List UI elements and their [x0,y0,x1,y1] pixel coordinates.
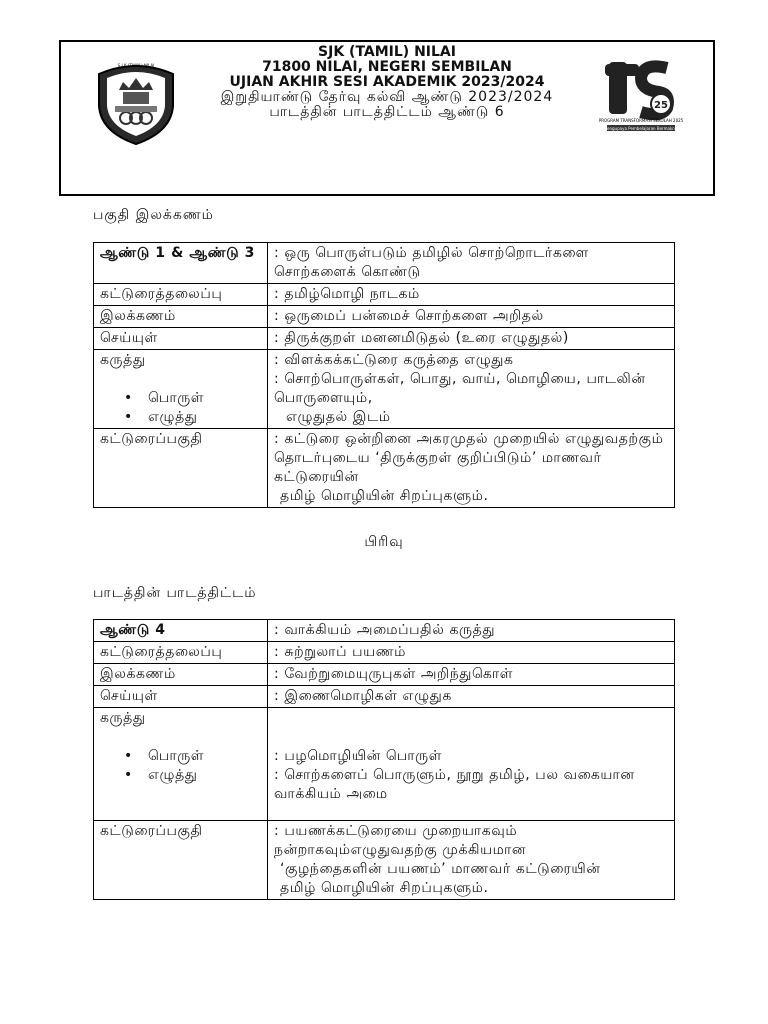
table-row [94,821,675,900]
school-crest-logo [93,56,179,146]
row-label-text: கருத்து [100,710,146,726]
value-line: : பயணக்கட்டுரையை முறையாகவும் நன்றாகவும்எழுதுவதற்கு முக்கியமான [274,823,527,858]
school-address: 71800 NILAI, NEGERI SEMBILAN [262,59,512,75]
row-value: : சுற்றுலாப் பயணம் [268,642,675,664]
value-line: : விளக்கக்கட்டுரை கருத்தை எழுதுக [274,352,514,368]
row-value [268,429,675,508]
bullet-list [100,389,261,427]
svg-text:S.J.K (TAMIL) NILAI: S.J.K (TAMIL) NILAI [117,63,155,68]
row-value: : இணைமொழிகள் எழுதுக [268,686,675,708]
row-value [268,350,675,429]
value-line: : சொற்பொருள்கள், பொது, வாய், மொழியை, பாடலின் பொருளையும், [274,371,646,406]
header-box [59,40,715,196]
bullet-item: • பொருள் [124,747,261,766]
row-label: கட்டுரைத்தலைப்பு [94,642,268,664]
school-heading [181,45,593,120]
row-label: இலக்கணம் [94,306,268,328]
table-row [94,284,675,306]
row-label: கட்டுரைத்தலைப்பு [94,284,268,306]
section1-table [93,242,675,508]
bullet-list [100,747,261,785]
value-line: : கட்டுரை ஒன்றினை அகரமுதல் முறையில் எழுதுவதற்கும் தொடர்புடைய ‘திருக்குறள் குறிப்பிடும்’ மாணவர் கட்டுரையின் [274,431,664,485]
divider-title: பிரிவு [364,534,404,550]
row-value: : தமிழ்மொழி நாடகம் [268,284,675,306]
row-value: : திருக்குறள் மனனமிடுதல் (உரை எழுதுதல்) [268,328,675,350]
ts25-logo [598,58,684,132]
row-value: : வாக்கியம் அமைப்பதில் கருத்து [268,620,675,642]
table-row [94,686,675,708]
row-value [268,708,675,821]
row-label: செய்யுள் [94,686,268,708]
section2-table [93,619,675,900]
value-line: : சொற்களைப் பொருளும், நூறு தமிழ், பல வகையான வாக்கியம் அமை [274,767,635,802]
svg-text:Pengupaya Pembelajaran Bermakn: Pengupaya Pembelajaran Bermakna [604,126,678,131]
row-label: கட்டுரைப்பகுதி [94,429,268,508]
row-label [94,350,268,429]
table-row [94,350,675,429]
bullet-item: • பொருள் [124,389,261,408]
table-row [94,328,675,350]
section1-title: பகுதி இலக்கணம் [93,207,214,223]
row-label: கட்டுரைப்பகுதி [94,821,268,900]
exam-title-tamil: இறுதியாண்டு தேர்வு கல்வி ஆண்டு 2023/2024 [220,89,554,105]
bullet-item: • எழுத்து [124,766,261,785]
row-label [94,708,268,821]
table-row [94,429,675,508]
row-value: : வேற்றுமையுருபுகள் அறிந்துகொள் [268,664,675,686]
exam-title: UJIAN AKHIR SESI AKADEMIK 2023/2024 [229,74,545,90]
table-row [94,642,675,664]
value-line: தமிழ் மொழியின் சிறப்புகளும். [280,880,489,896]
table-row [94,620,675,642]
value-line: தமிழ் மொழியின் சிறப்புகளும். [280,488,489,504]
row-value: : ஒரு பொருள்படும் தமிழில் சொற்றொடர்களை சொற்களைக் கொண்டு [268,243,675,284]
row-label: செய்யுள் [94,328,268,350]
value-line: ‘குழந்தைகளின் பயணம்’ மாணவர் கட்டுரையின் [280,861,601,877]
row-label: ஆண்டு 1 & ஆண்டு 3 [94,243,268,284]
table-row [94,708,675,821]
school-name: SJK (TAMIL) NILAI [318,44,456,60]
value-line: : பழமொழியின் பொருள் [274,748,442,764]
table-row [94,243,675,284]
svg-text:25: 25 [654,100,668,111]
subject-title-tamil: பாடத்தின் பாடத்திட்டம் ஆண்டு 6 [269,104,505,120]
bullet-item: • எழுத்து [124,408,261,427]
value-line: எழுதுதல் இடம் [286,409,391,425]
row-label: ஆண்டு 4 [94,620,268,642]
row-label-text: கருத்து [100,352,146,368]
row-value [268,821,675,900]
row-label: இலக்கணம் [94,664,268,686]
table-row [94,306,675,328]
table-row [94,664,675,686]
svg-text:PROGRAM TRANSFORMASI SEKOLAH 2: PROGRAM TRANSFORMASI SEKOLAH 2025 [598,118,684,123]
section2-title: பாடத்தின் பாடத்திட்டம் [93,585,257,601]
row-value: : ஒருமைப் பன்மைச் சொற்களை அறிதல் [268,306,675,328]
